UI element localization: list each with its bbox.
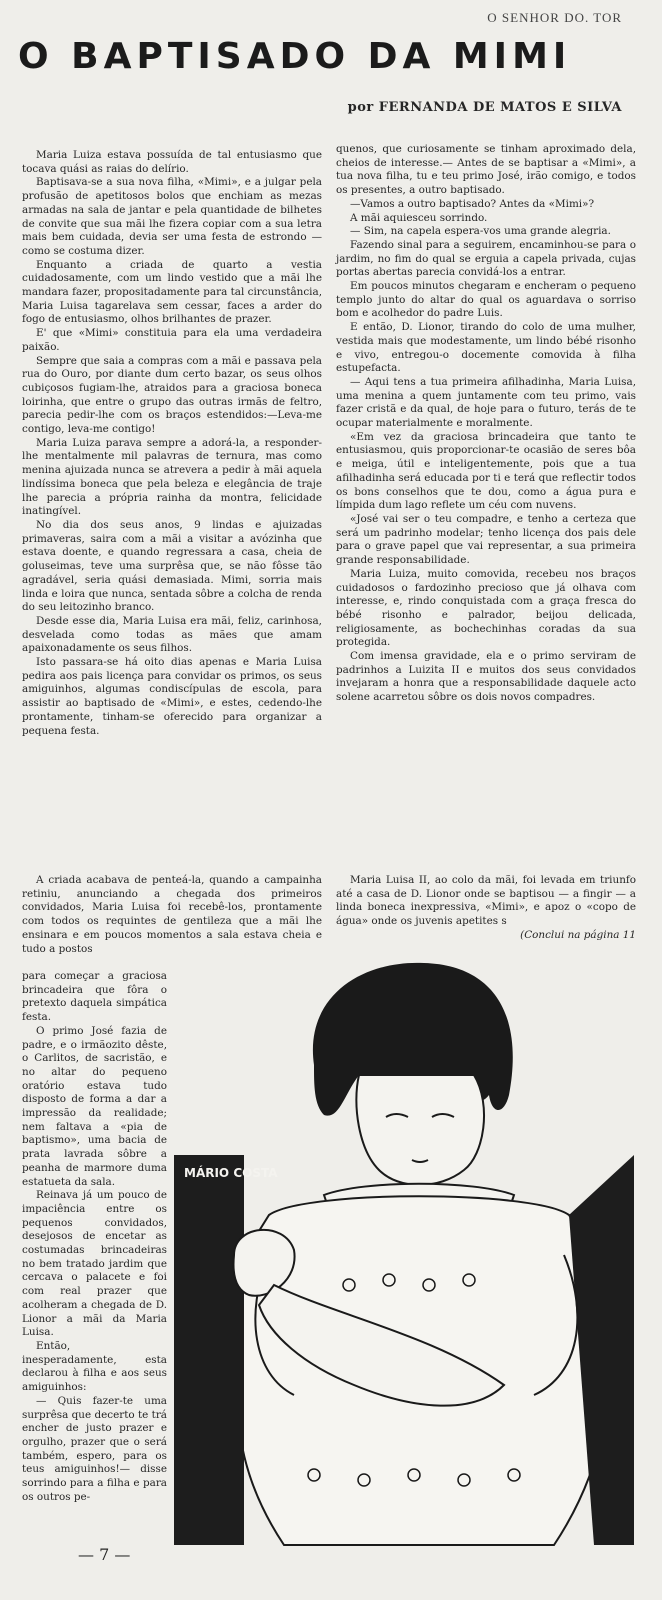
paragraph: — Sim, na capela espera-vos uma grande alegria. — [350, 225, 611, 238]
paragraph: Com imensa gravidade, ela e o primo serviram de padrinhos a Luizita II e muitos dos seus convidados invejaram a honra que a responsabilidade daquele acto solene acarretou sôbre os dois novos compadres. — [336, 650, 636, 704]
paragraph: A mãi aquiesceu sorrindo. — [350, 211, 488, 224]
paragraph: Reinava já um pouco de impaciência entre os pequenos convidados, desejosos de encetar as costumadas brincadeiras no bem tratado jardim que cercava o palacete e foi com real prazer que acolheram a chegada de D. Lionor a mãi da Maria Luisa. — [22, 1189, 167, 1339]
publication-header: O SENHOR DO. TOR — [487, 10, 622, 25]
continued-note: (Conclui na página 11 — [520, 928, 636, 941]
paragraph: Baptisava-se a sua nova filha, «Mimi», e a julgar pela profusão de apetitosos bolos que enchiam as mezas armadas na sala de jantar e pela quantidade de bilhetes de convite que sua mãi lhe fizera copiar com a sua letra mais bem cuidada, devia ser uma festa de estrondo — como se costuma dizer. — [22, 176, 322, 257]
article-title: O BAPTISADO DA MIMI — [18, 36, 572, 77]
paragraph: Sempre que saia a compras com a mãi e passava pela rua do Ouro, por diante dum certo bazar, os seus olhos cubiçosos fugiam-lhe, atraidos para a graciosa boneca loirinha, que entre o grupo das outras irmãs de feltro, parecia pedir-lhe com os braços estendidos:—Leva-me contigo, leva-me contigo! — [22, 354, 322, 436]
left-column-top — [22, 149, 322, 738]
girl-with-doll-illustration — [174, 955, 634, 1555]
left-column-bottom — [22, 874, 322, 956]
paragraph: «Em vez da graciosa brincadeira que tanto te entusiasmou, quis proporcionar-te ocasião de seres bôa e meiga, útil e inteligentemente, pois que a tua afilhadinha será educada por ti e terá que reflectir todos os bons conselhos que te dou, como a água pura e límpida dum lago reflete um céu com nuvens. — [336, 430, 636, 512]
paragraph: No dia dos seus anos, 9 lindas e ajuizadas primaveras, saira com a mãi a visitar a avózinha que estava doente, e quando regressara a casa, cheia de goluseimas, teve uma surprêsa que, se não fôsse tão agradável, seria quási demasiada. Mimi, sorria mais linda e loira que nunca, sentada sôbre a colcha de renda do seu leitozinho branco. — [22, 518, 322, 614]
left-narrow-column — [22, 970, 167, 1504]
paragraph: Maria Luisa II, ao colo da mãi, foi levada em triunfo até a casa de D. Lionor onde se baptisou — a fingir — a linda boneca inexpressiva, «Mimi», e apoz o «copo de água» onde os juvenis apetites s — [336, 874, 636, 928]
paragraph: «José vai ser o teu compadre, e tenho a certeza que será um padrinho modelar; tenho licença dos pais dele para o grave papel que vai representar, a sua primeira grande responsabilidade. — [336, 512, 636, 567]
paragraph: Fazendo sinal para a seguirem, encaminhou-se para o jardim, no fim do qual se erguia a capela privada, cujas portas abertas parecia convidá-los a entrar. — [336, 238, 636, 279]
illustration-signature: MÁRIO COSTA — [184, 1166, 278, 1180]
paragraph: Então, inesperadamente, esta declarou à filha e aos seus amiguinhos: — [22, 1339, 167, 1394]
page-number: — 7 — — [78, 1545, 131, 1564]
paragraph: Enquanto a criada de quarto a vestia cuidadosamente, com um lindo vestido que a mãi lhe mandara fazer, propositadamente para tal circunstância, Maria Luisa tagarelava sem cessar, faces a arder do fogo de entusiasmo, olhos brilhantes de prazer. — [22, 258, 322, 326]
paragraph: —Vamos a outro baptisado? Antes da «Mimi»? — [350, 197, 595, 210]
right-column-top — [336, 143, 636, 705]
paragraph: quenos, que curiosamente se tinham aproximado dela, cheios de interesse.— Antes de se baptisar a «Mimi», a tua nova filha, tu e teu primo José, irão comigo, e todos os presentes, a outro baptisado. — [336, 143, 636, 197]
paragraph: para começar a graciosa brincadeira que fôra o pretexto daquela simpática festa. — [22, 970, 167, 1024]
paragraph: Maria Luiza, muito comovida, recebeu nos braços cuidadosos o fardozinho precioso que já olhava com interesse, e, rindo conquistada com a graça fresca do bébé risonho e palrador, beijou delicada, religiosamente, as bochechinhas coradas da sua protegida. — [336, 567, 636, 649]
paragraph: E' que «Mimi» constituia para ela uma verdadeira paixão. — [22, 327, 322, 353]
article-byline: por FERNANDA DE MATOS E SILVA — [347, 100, 622, 115]
paragraph: Maria Luiza parava sempre a adorá-la, a responder-lhe mentalmente mil palavras de ternura, mas como menina ajuizada nunca se atrevera a pedir à mãi aquela lindíssima boneca que pela beleza e elegância de traje lhe parecia a própria rainha da montra, felicidade inatingível. — [22, 436, 322, 518]
paragraph: — Quis fazer-te uma surprêsa que decerto te trá encher de justo prazer e orgulho, prazer que o será também, espero, para os teus amiguinhos!— disse sorrindo para a filha e para os outros pe- — [22, 1394, 167, 1503]
paragraph: A criada acabava de penteá-la, quando a campainha retiniu, anunciando a chegada dos primeiros convidados, Maria Luisa foi recebê-los, prontamente com todos os requintes de gentileza que a mãi lhe ensinara e em poucos momentos a sala estava cheia e tudo a postos — [22, 874, 322, 955]
paragraph: — Aqui tens a tua primeira afilhadinha, Maria Luisa, uma menina a quem juntamente com teu primo, vais fazer cristã e da qual, de hoje para o futuro, terás de te ocupar materialmente e moralmente. — [336, 375, 636, 430]
paragraph: Desde esse dia, Maria Luisa era mãi, feliz, carinhosa, desvelada como todas as mães que amam apaixonadamente os seus filhos. — [22, 614, 322, 655]
paragraph: Isto passara-se há oito dias apenas e Maria Luisa pedira aos pais licença para convidar os primos, os seus amiguinhos, algumas condiscípulas de escola, para assistir ao baptisado de «Mimi», e estes, cedendo-lhe prontamente, tinham-se oferecido para organizar a pequena festa. — [22, 656, 322, 737]
paragraph: E então, D. Lionor, tirando do colo de uma mulher, vestida mais que modestamente, um lindo bébé risonho e vivo, entregou-o docemente comovida à filha estupefacta. — [336, 321, 636, 375]
paragraph: O primo José fazia de padre, e o irmãozito dêste, o Carlitos, de sacristão, e no altar do pequeno oratório estava tudo disposto de forma a dar a impressão da realidade; nem faltava a «pia de baptismo», uma bacia de prata lavrada sôbre a peanha de marmore duma estatueta da sala. — [22, 1024, 167, 1188]
paragraph: Em poucos minutos chegaram e encheram o pequeno templo junto do altar do qual os aguardava o sorriso bom e acolhedor do padre Luis. — [336, 280, 636, 320]
right-column-bottom — [336, 874, 636, 943]
paragraph: Maria Luiza estava possuída de tal entusiasmo que tocava quási as raias do delírio. — [22, 149, 322, 175]
